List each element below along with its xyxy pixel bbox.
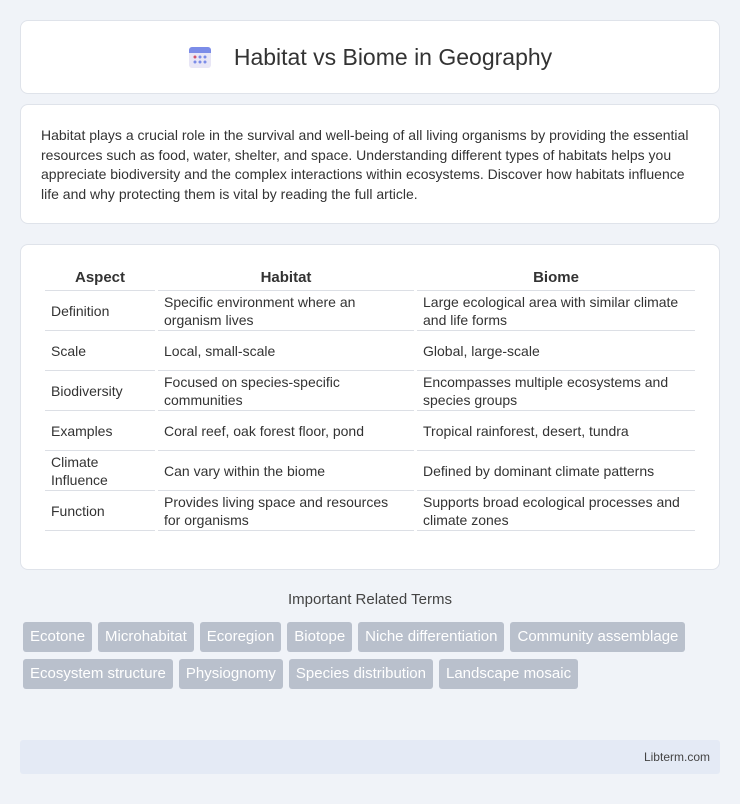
related-term-tag[interactable]: Microhabitat	[98, 622, 194, 652]
comparison-table-card	[20, 244, 720, 570]
table-cell: Definition	[45, 291, 155, 331]
related-term-tag[interactable]: Species distribution	[289, 659, 433, 689]
table-cell: Specific environment where an organism lives	[158, 291, 414, 331]
related-term-tag[interactable]: Landscape mosaic	[439, 659, 578, 689]
table-row	[45, 451, 695, 491]
table-cell: Function	[45, 491, 155, 531]
table-cell: Climate Influence	[45, 451, 155, 491]
table-cell: Tropical rainforest, desert, tundra	[417, 411, 695, 451]
footer	[20, 740, 720, 774]
table-cell: Biodiversity	[45, 371, 155, 411]
related-term-tag[interactable]: Biotope	[287, 622, 352, 652]
table-cell: Supports broad ecological processes and climate zones	[417, 491, 695, 531]
table-row	[45, 411, 695, 451]
page-title: Habitat vs Biome in Geography	[233, 43, 553, 70]
related-term-tag[interactable]: Community assemblage	[510, 622, 685, 652]
related-terms-title: Important Related Terms	[288, 591, 452, 608]
footer-site-link[interactable]: Libterm.com	[643, 750, 710, 764]
table-cell: Scale	[45, 331, 155, 371]
table-cell: Focused on species-specific communities	[158, 371, 414, 411]
table-cell: Defined by dominant climate patterns	[417, 451, 695, 491]
calendar-grid-icon	[188, 45, 212, 69]
intro-card	[20, 104, 720, 224]
related-term-tag[interactable]: Ecotone	[23, 622, 92, 652]
header-card	[20, 20, 720, 94]
table-cell: Coral reef, oak forest floor, pond	[158, 411, 414, 451]
table-cell: Large ecological area with similar climate and life forms	[417, 291, 695, 331]
related-term-tag[interactable]: Physiognomy	[179, 659, 283, 689]
related-term-tag[interactable]: Niche differentiation	[358, 622, 504, 652]
table-header-row	[45, 265, 695, 291]
table-cell: Provides living space and resources for organisms	[158, 491, 414, 531]
table-row	[45, 331, 695, 371]
column-header: Habitat	[158, 265, 414, 291]
related-terms-list	[23, 622, 723, 689]
table-row	[45, 291, 695, 331]
table-cell: Local, small-scale	[158, 331, 414, 371]
table-cell: Examples	[45, 411, 155, 451]
table-row	[45, 491, 695, 531]
table-row	[45, 371, 695, 411]
column-header: Aspect	[45, 265, 155, 291]
table-cell: Can vary within the biome	[158, 451, 414, 491]
table-cell: Encompasses multiple ecosystems and species groups	[417, 371, 695, 411]
related-term-tag[interactable]: Ecosystem structure	[23, 659, 173, 689]
comparison-table	[42, 265, 698, 531]
table-cell: Global, large-scale	[417, 331, 695, 371]
column-header: Biome	[417, 265, 695, 291]
intro-text: Habitat plays a crucial role in the survival and well-being of all living organisms by providing the essential resources such as food, water, shelter, and space. Understanding different types of habitats helps you appreciate biodiversity and the complex interactions within ecosystems. Discover how habitats influence life and why protecting them is vital by reading the full article.	[41, 127, 689, 202]
related-term-tag[interactable]: Ecoregion	[200, 622, 282, 652]
